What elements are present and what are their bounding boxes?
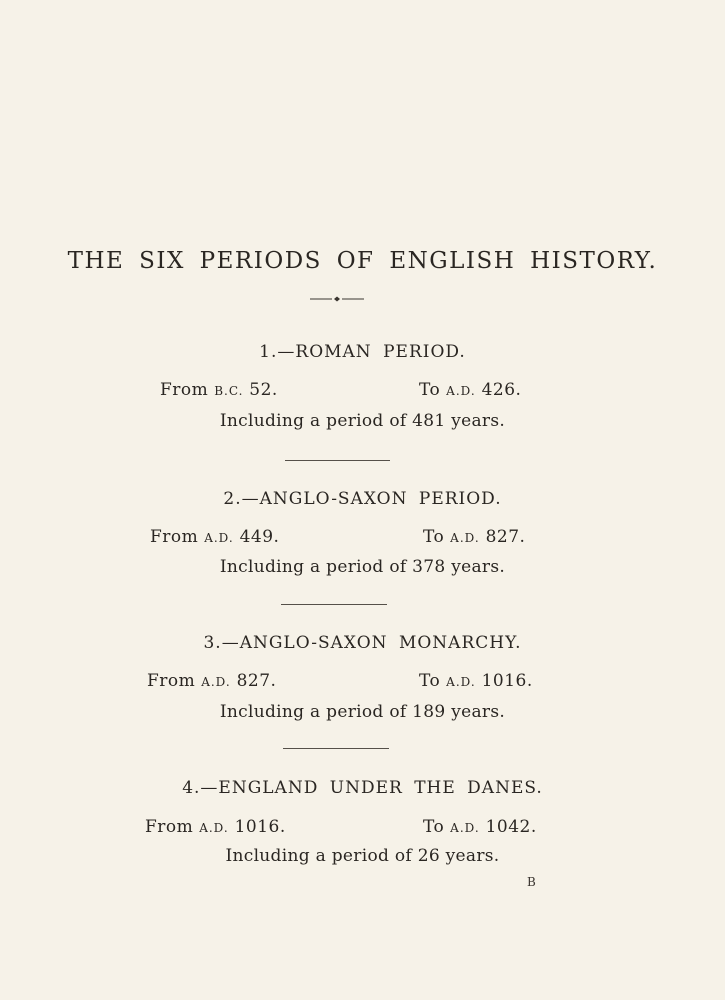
period-from <box>150 527 279 547</box>
from-year: 52. <box>249 380 278 400</box>
to-year: 1042. <box>485 817 537 837</box>
to-label: To <box>423 527 445 547</box>
period-duration: Including a period of 26 years. <box>225 846 500 866</box>
to-label: To <box>423 817 445 837</box>
period-duration: Including a period of 378 years. <box>219 557 506 577</box>
section-divider <box>285 460 390 461</box>
from-year: 449. <box>239 527 280 547</box>
from-label: From <box>150 527 199 547</box>
section-divider <box>283 748 389 749</box>
period-from <box>160 380 278 400</box>
period-heading: 3.—ANGLO-SAXON MONARCHY. <box>203 633 522 653</box>
period-to <box>419 671 533 691</box>
from-year: 1016. <box>234 817 286 837</box>
period-heading: 2.—ANGLO-SAXON PERIOD. <box>223 489 502 509</box>
period-from <box>147 671 276 691</box>
period-duration: Including a period of 481 years. <box>219 411 506 431</box>
from-label: From <box>147 671 196 691</box>
period-duration: Including a period of 189 years. <box>219 702 506 722</box>
page-title: THE SIX PERIODS OF ENGLISH HISTORY. <box>67 248 658 274</box>
to-year: 426. <box>481 380 522 400</box>
title-ornament-icon <box>310 293 364 305</box>
to-year: 827. <box>485 527 526 547</box>
signature-mark: B <box>527 875 536 889</box>
period-heading: 4.—ENGLAND UNDER THE DANES. <box>182 778 543 798</box>
from-era: B.C. <box>214 384 244 398</box>
period-to <box>419 380 521 400</box>
to-year: 1016. <box>481 671 533 691</box>
from-year: 827. <box>236 671 277 691</box>
period-heading: 1.—ROMAN PERIOD. <box>259 342 466 362</box>
to-era: A.D. <box>446 675 476 689</box>
from-era: A.D. <box>204 531 234 545</box>
from-label: From <box>160 380 209 400</box>
from-label: From <box>145 817 194 837</box>
from-era: A.D. <box>201 675 231 689</box>
to-era: A.D. <box>450 531 480 545</box>
to-label: To <box>419 380 441 400</box>
from-era: A.D. <box>199 821 229 835</box>
period-from <box>145 817 286 837</box>
to-era: A.D. <box>446 384 476 398</box>
period-to <box>423 527 525 547</box>
section-divider <box>281 604 387 605</box>
period-to <box>423 817 537 837</box>
to-label: To <box>419 671 441 691</box>
to-era: A.D. <box>450 821 480 835</box>
